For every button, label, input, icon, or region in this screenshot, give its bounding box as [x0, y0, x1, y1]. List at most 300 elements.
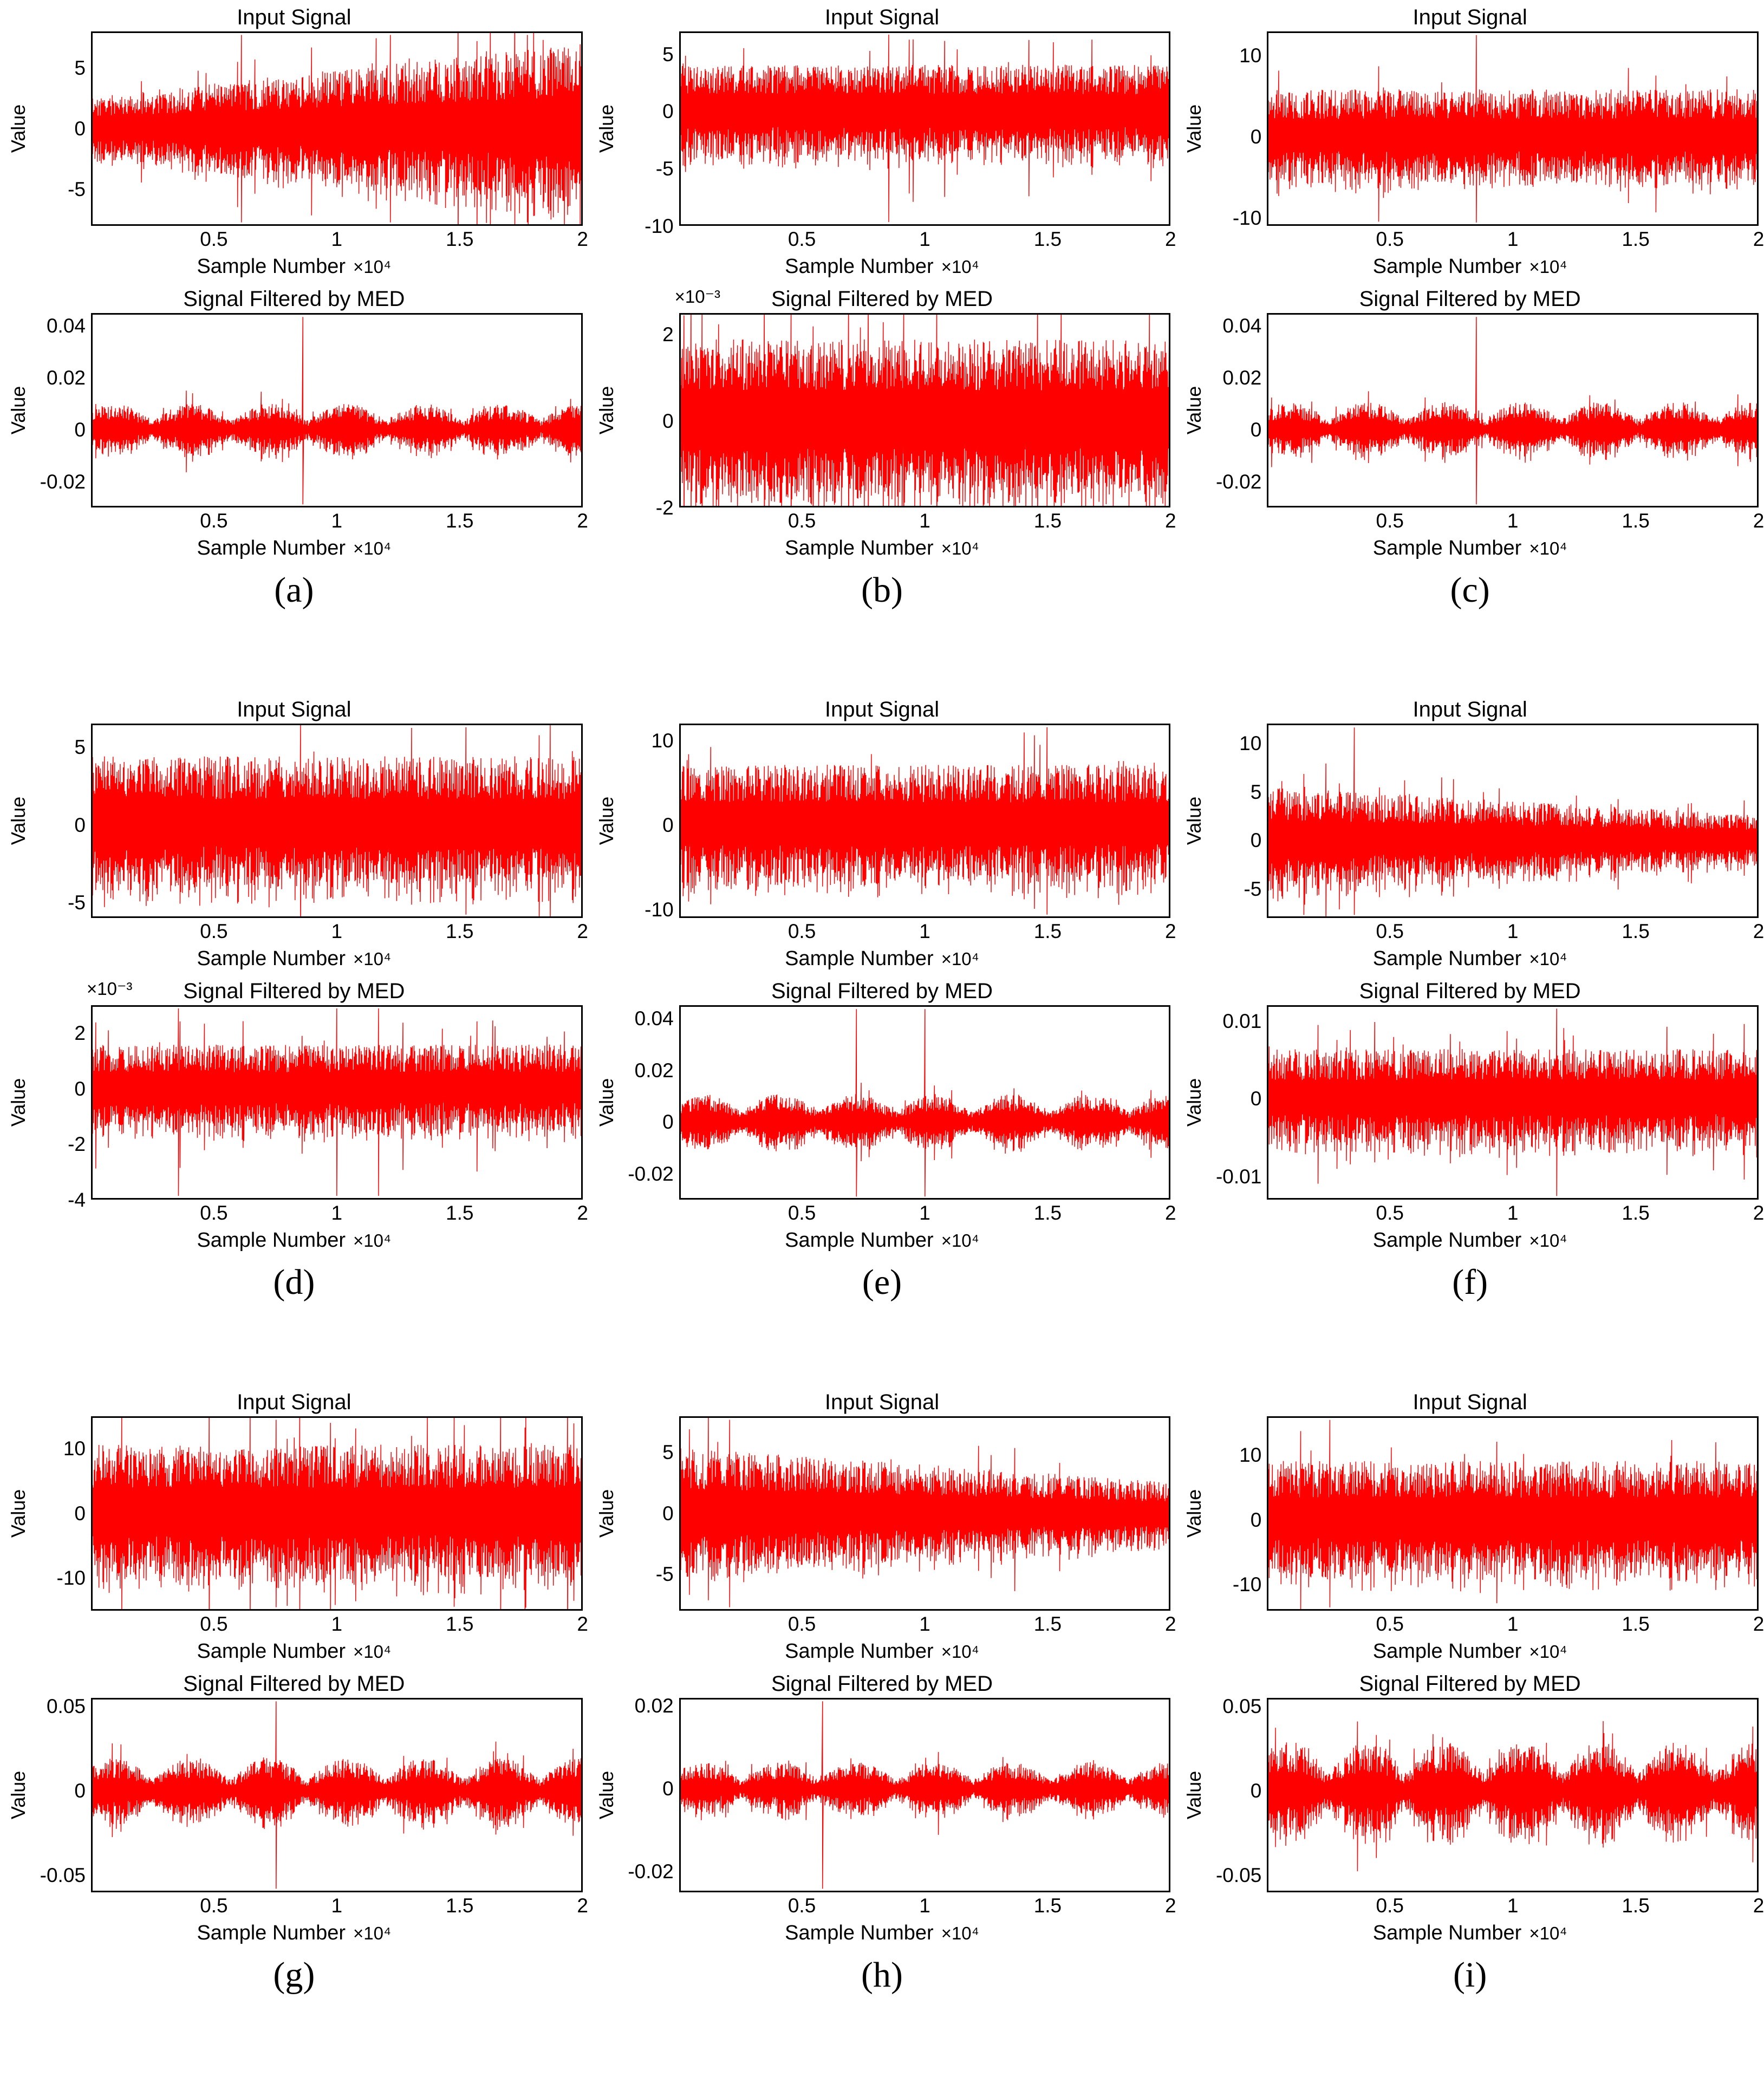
input-signal-subplot: [5, 3, 588, 285]
y-axis-ticks: 5 0 -5 -10: [645, 43, 674, 237]
med-filtered-subplot: [1181, 285, 1764, 567]
plot-row: [1181, 313, 1759, 507]
x-tick-labels: [91, 507, 588, 537]
signal-trace: [93, 317, 581, 504]
y-axis-label: Value: [1183, 1489, 1206, 1538]
axis-spacer: [5, 507, 31, 537]
axis-spacer: [5, 1200, 31, 1229]
signal-trace: [93, 725, 581, 916]
x-axis-label-row: [1181, 537, 1759, 567]
subplot-title: Input Signal: [824, 1390, 940, 1414]
y-axis-label: Value: [7, 1078, 29, 1127]
panel-letter: (e): [862, 1262, 902, 1303]
subplot-title: Signal Filtered by MED: [1359, 287, 1581, 311]
y-axis-label: Value: [595, 104, 617, 153]
y-axis-label: Value: [1183, 797, 1206, 845]
y-axis-ticks: 10 0 -10: [1232, 1443, 1262, 1596]
input-signal-subplot: [594, 1388, 1176, 1670]
x-axis-label-row: [1181, 1922, 1759, 1951]
plot-row: [5, 1005, 583, 1211]
plot-row: [594, 313, 1171, 519]
x-tick-label: 0.5: [200, 920, 228, 943]
med-filtered-subplot: [594, 977, 1176, 1259]
y-axis-label: Value: [1183, 1078, 1206, 1127]
axis-spacer: [1181, 226, 1207, 255]
y-axis-label: Value: [7, 797, 29, 845]
plot-axes: [679, 1416, 1171, 1611]
plot-axes: [1267, 1005, 1759, 1200]
x-tick-label: 1: [331, 1894, 343, 1917]
x-tick-label: 0.5: [787, 228, 816, 251]
axis-spacer: [594, 1611, 620, 1640]
plot-axes: [91, 1698, 583, 1892]
x-axis-label-row: [5, 1922, 583, 1951]
plot-row: [1181, 1005, 1759, 1200]
x-axis-multiplier: ×10⁴: [941, 257, 979, 277]
plot-axes: [679, 724, 1171, 918]
x-tick-label: 2: [1753, 920, 1764, 943]
x-axis-label-row: [5, 947, 583, 977]
plot-row: [5, 1695, 583, 1892]
x-axis-multiplier: ×10⁴: [1529, 1641, 1567, 1662]
y-axis-ticks: 10 0 -10: [1232, 44, 1262, 229]
x-axis-label: Sample Number: [785, 255, 934, 278]
axis-spacer: [1207, 1892, 1267, 1922]
figure-panel: [0, 0, 588, 692]
x-axis-ticks-row: [5, 1892, 588, 1922]
x-axis-multiplier: ×10⁴: [353, 257, 392, 277]
signal-trace: [681, 727, 1169, 915]
input-signal-subplot: [1181, 3, 1764, 285]
x-tick-label: 1.5: [1033, 1202, 1062, 1225]
x-tick-label: 0.5: [1376, 1612, 1404, 1635]
x-axis-multiplier: ×10⁴: [941, 1230, 979, 1251]
y-axis-label: Value: [595, 797, 617, 845]
figure-panel: [0, 1385, 588, 2077]
x-axis-multiplier: ×10⁴: [941, 1923, 979, 1943]
axis-spacer: [1207, 226, 1267, 255]
x-tick-labels: [679, 1892, 1176, 1922]
x-axis-label-row: [5, 255, 583, 285]
plot-axes: [1267, 724, 1759, 918]
subplot-title: Signal Filtered by MED: [1359, 1671, 1581, 1696]
subplot-title: Input Signal: [1412, 5, 1527, 29]
plot-axes: [91, 1005, 583, 1200]
x-tick-label: 0.5: [1376, 1894, 1404, 1917]
x-tick-label: 1.5: [446, 1202, 474, 1225]
axis-spacer: [594, 1200, 620, 1229]
y-axis-ticks: 0.02 0 -0.02: [628, 1695, 674, 1883]
x-tick-label: 1: [919, 510, 930, 532]
axis-spacer: [594, 918, 620, 947]
subplot-title: Signal Filtered by MED: [771, 1671, 993, 1696]
y-axis-ticks: 0.05 0 -0.05: [40, 1695, 86, 1887]
x-tick-label: 2: [1165, 510, 1176, 532]
plot-row: [594, 724, 1171, 921]
y-axis-label: Value: [7, 104, 29, 153]
plot-axes: [91, 31, 583, 226]
signal-trace: [681, 1010, 1169, 1197]
axis-spacer: [594, 1892, 620, 1922]
plot-row: [594, 1416, 1171, 1611]
x-tick-labels: [91, 226, 588, 255]
x-tick-label: 1: [919, 1202, 930, 1225]
x-axis-label-row: [1181, 255, 1759, 285]
x-axis-ticks-row: [594, 1892, 1176, 1922]
x-tick-labels: [679, 918, 1176, 947]
x-axis-multiplier: ×10⁴: [353, 1230, 392, 1251]
x-tick-labels: [1267, 1611, 1764, 1640]
subplot-title: Input Signal: [824, 5, 940, 29]
y-axis-ticks: 0.04 0.02 0 -0.02: [628, 1007, 674, 1186]
panel-letter: (d): [273, 1262, 315, 1303]
x-tick-label: 2: [577, 1894, 588, 1917]
x-tick-labels: [1267, 226, 1764, 255]
x-axis-multiplier: ×10⁴: [353, 1641, 392, 1662]
axis-spacer: [1181, 507, 1207, 537]
x-tick-label: 0.5: [1376, 920, 1404, 943]
input-signal-subplot: [594, 695, 1176, 977]
plot-axes: [1267, 1416, 1759, 1611]
y-axis-ticks: 10 0 -10: [56, 1437, 86, 1590]
subplot-title: Signal Filtered by MED: [183, 1671, 405, 1696]
panel-letter: (c): [1450, 570, 1490, 610]
x-axis-multiplier: ×10⁴: [1529, 257, 1567, 277]
x-tick-label: 1.5: [1622, 920, 1650, 943]
axis-spacer: [31, 1611, 91, 1640]
axis-spacer: [31, 1892, 91, 1922]
x-tick-labels: [679, 1200, 1176, 1229]
y-axis-exponent-label: ×10⁻³: [674, 287, 721, 307]
plot-row: [5, 31, 583, 226]
input-signal-subplot: [1181, 695, 1764, 977]
figure-panel: [1176, 0, 1764, 692]
x-tick-label: 1: [1507, 1202, 1519, 1225]
x-tick-label: 0.5: [200, 1894, 228, 1917]
y-axis-ticks: 0.04 0.02 0 -0.02: [1215, 315, 1262, 493]
x-axis-label-row: [5, 537, 583, 567]
signal-trace: [1268, 1009, 1757, 1196]
x-axis-label: Sample Number: [197, 1921, 346, 1944]
x-tick-label: 1.5: [1033, 510, 1062, 532]
x-tick-label: 1: [1507, 228, 1519, 251]
x-axis-ticks-row: [1181, 1892, 1764, 1922]
y-axis-ticks: 5 0 -5: [68, 735, 86, 914]
x-tick-label: 1: [1507, 1894, 1519, 1917]
x-axis-label: Sample Number: [1372, 537, 1522, 560]
x-axis-label: Sample Number: [197, 1229, 346, 1252]
x-tick-label: 1.5: [1033, 1894, 1062, 1917]
signal-trace: [681, 1418, 1169, 1607]
x-axis-label: Sample Number: [1372, 1229, 1522, 1252]
x-axis-ticks-row: [5, 1611, 588, 1640]
axis-spacer: [5, 918, 31, 947]
x-axis-ticks-row: [5, 918, 588, 947]
x-axis-ticks-row: [1181, 226, 1764, 255]
x-axis-ticks-row: [594, 226, 1176, 255]
plot-axes: [91, 313, 583, 507]
x-tick-label: 0.5: [200, 510, 228, 532]
x-tick-label: 2: [1165, 228, 1176, 251]
x-tick-label: 1: [919, 228, 930, 251]
x-axis-ticks-row: [1181, 507, 1764, 537]
med-filtered-subplot: [1181, 1670, 1764, 1951]
signal-trace: [93, 1701, 581, 1889]
med-filtered-subplot: [5, 977, 588, 1259]
x-axis-multiplier: ×10⁴: [353, 538, 392, 559]
plot-row: [5, 313, 583, 507]
x-tick-label: 0.5: [787, 1612, 816, 1635]
x-tick-label: 1.5: [446, 920, 474, 943]
panel-letter: (g): [273, 1955, 315, 1995]
y-axis-exponent-label: ×10⁻³: [87, 979, 133, 999]
y-axis-ticks: 10 0 -10: [645, 730, 674, 921]
panel-letter: (b): [861, 570, 903, 610]
axis-spacer: [31, 226, 91, 255]
x-axis-ticks-row: [5, 507, 588, 537]
x-tick-labels: [679, 507, 1176, 537]
x-tick-labels: [1267, 918, 1764, 947]
x-tick-label: 1: [1507, 920, 1519, 943]
panel-letter: (i): [1453, 1955, 1487, 1995]
signal-trace: [1268, 1721, 1757, 1871]
x-tick-label: 0.5: [200, 1612, 228, 1635]
axis-spacer: [620, 1611, 679, 1640]
x-tick-labels: [1267, 507, 1764, 537]
axis-spacer: [31, 918, 91, 947]
x-axis-label-row: [1181, 947, 1759, 977]
plot-row: [1181, 31, 1759, 229]
signal-trace: [93, 1008, 581, 1196]
x-axis-ticks-row: [594, 507, 1176, 537]
x-tick-label: 1.5: [1033, 228, 1062, 251]
x-axis-label-row: [5, 1229, 583, 1259]
x-axis-label: Sample Number: [1372, 947, 1522, 971]
subplot-title: Input Signal: [1412, 698, 1527, 722]
x-axis-label: Sample Number: [197, 947, 346, 971]
plot-axes: [1267, 313, 1759, 507]
y-axis-label: Value: [7, 1770, 29, 1819]
x-tick-label: 2: [1165, 1894, 1176, 1917]
x-tick-label: 2: [577, 1612, 588, 1635]
x-tick-label: 1.5: [446, 510, 474, 532]
x-tick-label: 0.5: [200, 1202, 228, 1225]
axis-spacer: [1181, 918, 1207, 947]
x-tick-labels: [679, 226, 1176, 255]
plot-row: [594, 1695, 1171, 1892]
x-tick-labels: [91, 1200, 588, 1229]
x-tick-label: 2: [1753, 1202, 1764, 1225]
figure-panel: [588, 692, 1176, 1384]
x-axis-label-row: [1181, 1640, 1759, 1670]
x-axis-label-row: [594, 537, 1171, 567]
plot-axes: [679, 1005, 1171, 1200]
x-tick-label: 1.5: [1622, 1202, 1650, 1225]
x-axis-ticks-row: [594, 1611, 1176, 1640]
x-axis-ticks-row: [1181, 1200, 1764, 1229]
plot-row: [1181, 1695, 1759, 1892]
x-tick-label: 1.5: [1033, 920, 1062, 943]
y-axis-label: Value: [1183, 1770, 1206, 1819]
axis-spacer: [31, 507, 91, 537]
signal-trace: [681, 1701, 1169, 1889]
axis-spacer: [594, 226, 620, 255]
plot-axes: [679, 1698, 1171, 1892]
med-filtered-subplot: [1181, 977, 1764, 1259]
input-signal-subplot: [594, 3, 1176, 285]
x-tick-label: 1: [331, 1202, 343, 1225]
x-axis-label: Sample Number: [785, 1639, 934, 1663]
axis-spacer: [1207, 1611, 1267, 1640]
figure-panel: [1176, 692, 1764, 1384]
input-signal-subplot: [5, 695, 588, 977]
x-tick-label: 1: [919, 920, 930, 943]
subplot-title: Input Signal: [824, 698, 940, 722]
x-tick-label: 1: [331, 920, 343, 943]
figure-panel: [588, 1385, 1176, 2077]
x-axis-multiplier: ×10⁴: [1529, 1923, 1567, 1943]
x-tick-labels: [91, 1892, 588, 1922]
y-axis-label: Value: [1183, 104, 1206, 153]
axis-spacer: [5, 1892, 31, 1922]
panel-letter: (a): [274, 570, 314, 610]
x-tick-label: 0.5: [787, 1894, 816, 1917]
x-tick-label: 2: [1753, 510, 1764, 532]
axis-spacer: [1207, 1200, 1267, 1229]
signal-trace: [93, 1418, 581, 1609]
med-filtered-subplot: [594, 285, 1176, 567]
x-axis-multiplier: ×10⁴: [1529, 1230, 1567, 1251]
axis-spacer: [5, 226, 31, 255]
x-tick-label: 2: [1165, 1612, 1176, 1635]
x-axis-label-row: [594, 1229, 1171, 1259]
x-tick-label: 2: [1753, 1612, 1764, 1635]
x-tick-label: 1: [331, 510, 343, 532]
axis-spacer: [1181, 1611, 1207, 1640]
x-axis-label: Sample Number: [197, 1639, 346, 1663]
signal-trace: [93, 33, 581, 224]
x-tick-labels: [1267, 1200, 1764, 1229]
subplot-title: Input Signal: [237, 1390, 352, 1414]
x-tick-label: 1.5: [446, 228, 474, 251]
plot-row: [594, 1005, 1171, 1200]
x-axis-label: Sample Number: [785, 947, 934, 971]
plot-row: [1181, 724, 1759, 918]
axis-spacer: [620, 1892, 679, 1922]
y-axis-ticks: 2 0 -2: [655, 323, 674, 519]
x-axis-label: Sample Number: [1372, 1921, 1522, 1944]
y-axis-label: Value: [595, 386, 617, 435]
x-tick-labels: [91, 918, 588, 947]
axis-spacer: [620, 1200, 679, 1229]
subplot-title: Input Signal: [237, 5, 352, 29]
y-axis-ticks: 0.04 0.02 0 -0.02: [40, 315, 86, 493]
x-tick-label: 0.5: [787, 920, 816, 943]
y-axis-label: Value: [7, 1489, 29, 1538]
plot-axes: [1267, 31, 1759, 226]
x-tick-label: 1: [331, 228, 343, 251]
x-tick-label: 0.5: [787, 510, 816, 532]
x-axis-multiplier: ×10⁴: [353, 949, 392, 969]
x-axis-label-row: [594, 947, 1171, 977]
x-tick-label: 0.5: [1376, 1202, 1404, 1225]
signal-trace: [681, 35, 1169, 222]
x-axis-multiplier: ×10⁴: [941, 1641, 979, 1662]
x-tick-labels: [679, 1611, 1176, 1640]
x-tick-label: 2: [1165, 1202, 1176, 1225]
y-axis-label: Value: [7, 386, 29, 435]
x-tick-label: 1.5: [1033, 1612, 1062, 1635]
x-axis-label-row: [5, 1640, 583, 1670]
input-signal-subplot: [1181, 1388, 1764, 1670]
x-tick-label: 1.5: [1622, 1612, 1650, 1635]
x-tick-label: 1: [1507, 1612, 1519, 1635]
axis-spacer: [594, 507, 620, 537]
x-axis-ticks-row: [1181, 1611, 1764, 1640]
x-axis-label: Sample Number: [1372, 255, 1522, 278]
x-tick-label: 0.5: [1376, 510, 1404, 532]
x-axis-label: Sample Number: [197, 255, 346, 278]
plot-axes: [91, 1416, 583, 1611]
y-axis-label: Value: [595, 1078, 617, 1127]
x-tick-label: 2: [1753, 228, 1764, 251]
y-axis-ticks: 5 0 -5: [655, 1441, 674, 1585]
y-axis-label: Value: [1183, 386, 1206, 435]
panel-letter: (h): [861, 1955, 903, 1995]
axis-spacer: [1181, 1200, 1207, 1229]
plot-axes: [1267, 1698, 1759, 1892]
x-axis-ticks-row: [594, 1200, 1176, 1229]
x-tick-label: 1.5: [446, 1612, 474, 1635]
x-tick-label: 2: [1165, 920, 1176, 943]
x-axis-multiplier: ×10⁴: [941, 949, 979, 969]
x-tick-label: 1.5: [1622, 228, 1650, 251]
y-axis-ticks: 0.01 0 -0.01: [1215, 1010, 1262, 1188]
x-axis-ticks-row: [5, 226, 588, 255]
y-axis-ticks: 0.05 0 -0.05: [1215, 1695, 1262, 1887]
axis-spacer: [1207, 507, 1267, 537]
x-tick-label: 1: [1507, 510, 1519, 532]
figure-panel: [1176, 1385, 1764, 2077]
x-axis-label: Sample Number: [785, 1921, 934, 1944]
signal-trace: [681, 315, 1169, 506]
x-axis-multiplier: ×10⁴: [1529, 538, 1567, 559]
x-tick-label: 1.5: [446, 1894, 474, 1917]
x-axis-label: Sample Number: [785, 1229, 934, 1252]
x-tick-label: 2: [577, 920, 588, 943]
subplot-title: Input Signal: [237, 698, 352, 722]
x-tick-label: 2: [1753, 1894, 1764, 1917]
x-tick-label: 0.5: [200, 228, 228, 251]
y-axis-label: Value: [595, 1489, 617, 1538]
axis-spacer: [1181, 1892, 1207, 1922]
x-axis-multiplier: ×10⁴: [1529, 949, 1567, 969]
x-axis-label: Sample Number: [785, 537, 934, 560]
x-tick-label: 1.5: [1622, 510, 1650, 532]
x-axis-ticks-row: [5, 1200, 588, 1229]
x-axis-label-row: [594, 1922, 1171, 1951]
plot-row: [1181, 1416, 1759, 1611]
x-tick-label: 1: [919, 1894, 930, 1917]
subplot-title: Input Signal: [1412, 1390, 1527, 1414]
x-axis-ticks-row: [594, 918, 1176, 947]
subplot-title: Signal Filtered by MED: [183, 979, 405, 1004]
x-axis-ticks-row: [1181, 918, 1764, 947]
y-axis-ticks: 10 5 0 -5: [1239, 732, 1262, 901]
figure-panel: [0, 692, 588, 1384]
signal-trace: [1268, 35, 1757, 223]
y-axis-ticks: -5 0 5: [68, 56, 86, 201]
